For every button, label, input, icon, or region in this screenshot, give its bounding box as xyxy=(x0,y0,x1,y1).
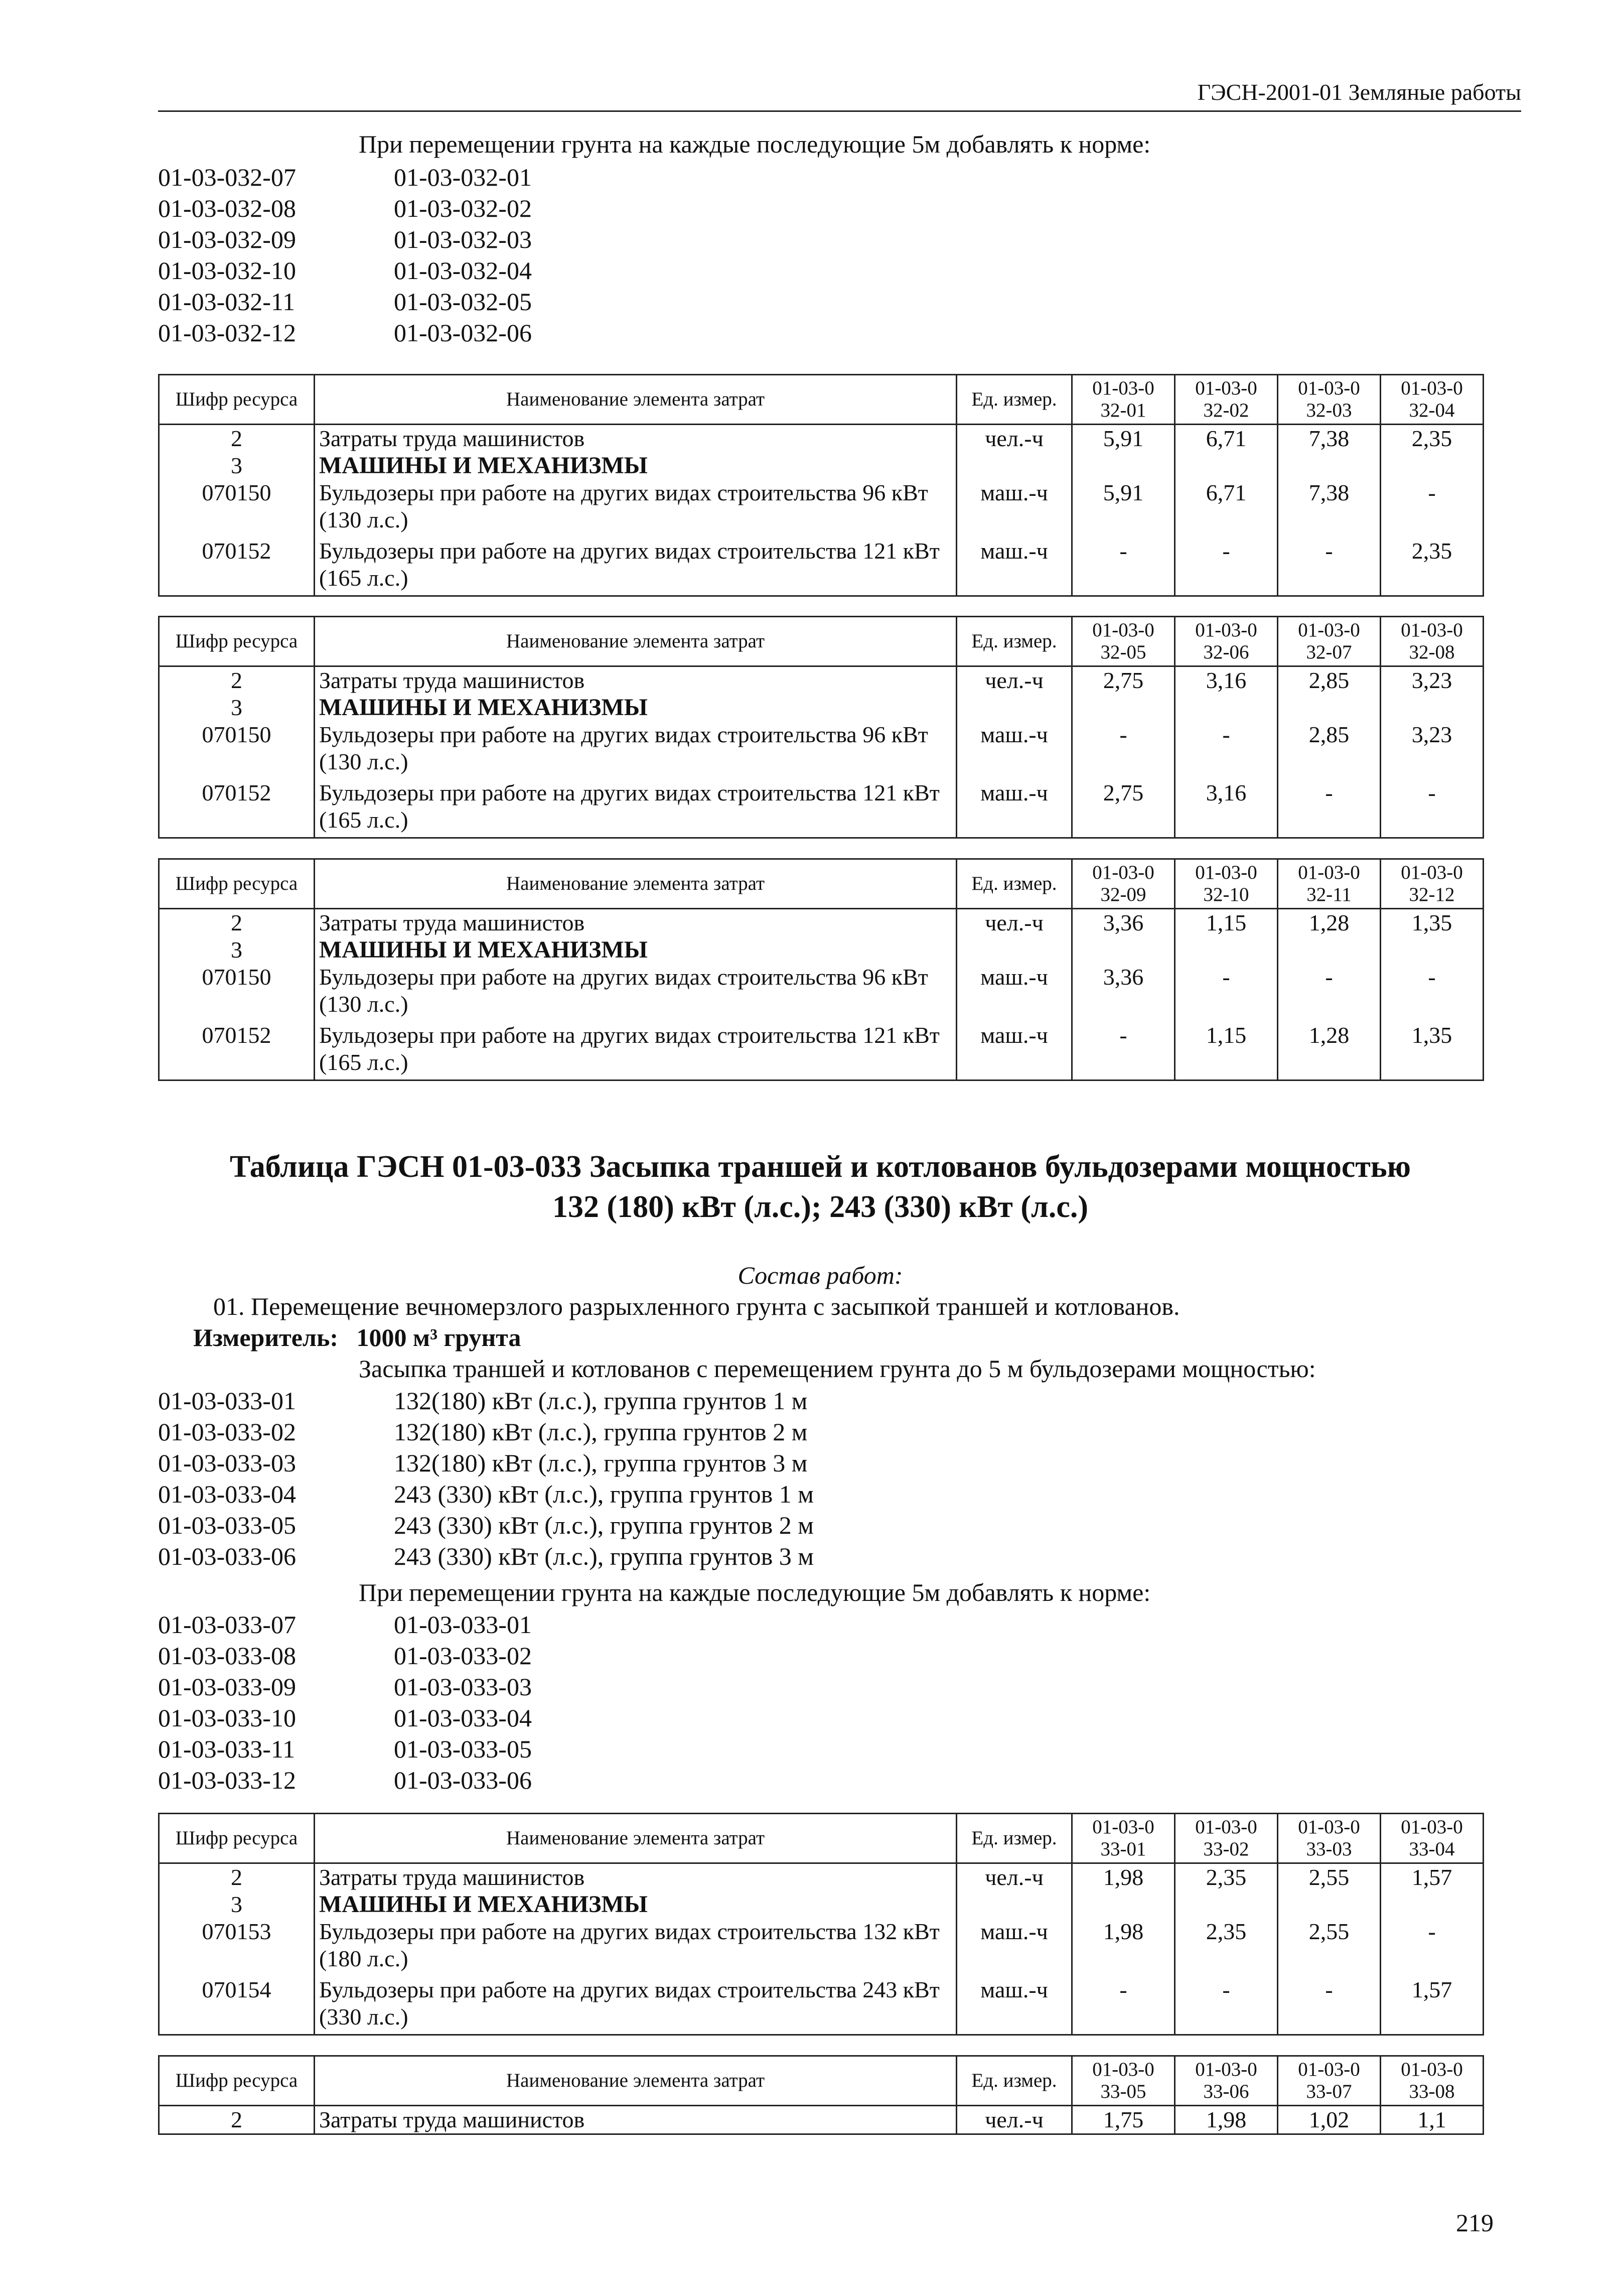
addition-row xyxy=(158,317,532,348)
resource-name: Затраты труда машинистов xyxy=(315,425,957,453)
norm-description: 132(180) кВт (л.с.), группа грунтов 2 м xyxy=(394,1418,808,1446)
norm-value xyxy=(1278,694,1381,721)
norm-code: 01-03-033-04 xyxy=(158,1480,296,1508)
table-row xyxy=(159,779,1484,838)
unit: маш.-ч xyxy=(957,964,1072,1022)
header-norm-code: 01-03-033-02 xyxy=(1175,1814,1278,1863)
resource-name: Затраты труда машинистов xyxy=(315,909,957,937)
header-norm-code: 01-03-033-03 xyxy=(1278,1814,1381,1863)
backfill-intro: Засыпка траншей и котлованов с перемещением грунта до 5 м бульдозерами мощностью: xyxy=(359,1355,1316,1383)
resource-name: Бульдозеры при работе на других видах строительства 121 кВт (165 л.с.) xyxy=(315,1022,957,1080)
resource-table-4 xyxy=(158,1813,1484,2036)
work-composition-title: Состав работ: xyxy=(738,1261,903,1289)
norm-code: 01-03-032-12 xyxy=(158,319,296,347)
resource-code: 2 xyxy=(159,2106,315,2134)
resource-name: МАШИНЫ И МЕХАНИЗМЫ xyxy=(315,694,957,721)
resource-name: Бульдозеры при работе на других видах строительства 96 кВт (130 л.с.) xyxy=(315,721,957,779)
addition-row xyxy=(158,1733,532,1765)
header-norm-code: 01-03-032-07 xyxy=(1278,617,1381,666)
resource-name: Бульдозеры при работе на других видах строительства 121 кВт (165 л.с.) xyxy=(315,537,957,596)
unit: маш.-ч xyxy=(957,1976,1072,2035)
norm-description: 01-03-032-01 xyxy=(394,163,532,191)
norm-value: 5,91 xyxy=(1072,425,1175,453)
table-row xyxy=(159,425,1484,453)
running-header xyxy=(158,75,1521,112)
table-row xyxy=(159,2106,1484,2134)
resource-table-3 xyxy=(158,858,1484,1081)
norm-value: - xyxy=(1278,779,1381,838)
norm-description: 01-03-033-02 xyxy=(394,1642,532,1670)
norm-value: 1,98 xyxy=(1175,2106,1278,2134)
resource-code: 3 xyxy=(159,452,315,479)
norm-value: 1,35 xyxy=(1381,1022,1484,1080)
resource-table-2 xyxy=(158,616,1484,839)
header-norm-code: 01-03-033-01 xyxy=(1072,1814,1175,1863)
header-norm-code: 01-03-032-03 xyxy=(1278,375,1381,425)
norm-value xyxy=(1278,936,1381,964)
table-row xyxy=(159,1976,1484,2035)
resource-table-1 xyxy=(158,374,1484,597)
resource-name: Затраты труда машинистов xyxy=(315,1863,957,1892)
addition-row xyxy=(158,193,532,224)
norm-value: 1,57 xyxy=(1381,1863,1484,1892)
header-norm-code: 01-03-032-04 xyxy=(1381,375,1484,425)
norm-value xyxy=(1072,936,1175,964)
resource-code: 3 xyxy=(159,1891,315,1918)
norm-value: 1,15 xyxy=(1175,909,1278,937)
section-title-line1: Таблица ГЭСН 01-03-033 Засыпка траншей и котлованов бульдозерами мощностью xyxy=(229,1150,1411,1184)
header-unit: Ед. измер. xyxy=(957,375,1072,425)
addition-codes-1 xyxy=(158,162,532,348)
unit: маш.-ч xyxy=(957,779,1072,838)
norm-code: 01-03-033-01 xyxy=(158,1387,296,1415)
header-name: Наименование элемента затрат xyxy=(315,375,957,425)
norm-value: 5,91 xyxy=(1072,479,1175,537)
unit: чел.-ч xyxy=(957,2106,1072,2134)
header-name: Наименование элемента затрат xyxy=(315,859,957,909)
addition-row xyxy=(158,286,532,317)
norm-code: 01-03-032-10 xyxy=(158,256,296,285)
norm-value xyxy=(1072,1891,1175,1918)
header-row xyxy=(159,2056,1484,2106)
norm-value xyxy=(1175,694,1278,721)
resource-name: Бульдозеры при работе на других видах строительства 132 кВт (180 л.с.) xyxy=(315,1918,957,1976)
norm-value xyxy=(1381,452,1484,479)
norm-value: 3,36 xyxy=(1072,964,1175,1022)
norm-code: 01-03-032-08 xyxy=(158,194,296,222)
norm-value: - xyxy=(1175,964,1278,1022)
norm-code: 01-03-033-03 xyxy=(158,1449,296,1477)
norm-value: - xyxy=(1175,537,1278,596)
norm-value: 2,35 xyxy=(1175,1863,1278,1892)
work-item: 01. Перемещение вечномерзлого разрыхленного грунта с засыпкой траншей и котлованов. xyxy=(213,1292,1180,1320)
resource-code: 070152 xyxy=(159,537,315,596)
resource-code: 070152 xyxy=(159,779,315,838)
norm-value: 3,16 xyxy=(1175,666,1278,695)
norm-code: 01-03-032-09 xyxy=(158,225,296,253)
header-row xyxy=(159,375,1484,425)
norm-code: 01-03-032-07 xyxy=(158,163,296,191)
norm-value: 2,75 xyxy=(1072,666,1175,695)
addition-row xyxy=(158,1640,532,1671)
table-row xyxy=(159,964,1484,1022)
resource-code: 2 xyxy=(159,666,315,695)
unit: маш.-ч xyxy=(957,479,1072,537)
norm-value: 1,28 xyxy=(1278,1022,1381,1080)
norm-value: 1,98 xyxy=(1072,1918,1175,1976)
addition-note-2: При перемещении грунта на каждые последующие 5м добавлять к норме: xyxy=(359,1578,1151,1606)
norm-code: 01-03-033-11 xyxy=(158,1735,296,1763)
header-norm-code: 01-03-032-05 xyxy=(1072,617,1175,666)
resource-code: 2 xyxy=(159,909,315,937)
resource-name: МАШИНЫ И МЕХАНИЗМЫ xyxy=(315,452,957,479)
header-norm-code: 01-03-032-01 xyxy=(1072,375,1175,425)
group-row xyxy=(159,452,1484,479)
norm-value: - xyxy=(1381,1918,1484,1976)
norm-description: 01-03-032-04 xyxy=(394,256,532,285)
header-norm-code: 01-03-033-05 xyxy=(1072,2056,1175,2106)
norm-code: 01-03-033-07 xyxy=(158,1610,296,1639)
norm-description: 243 (330) кВт (л.с.), группа грунтов 2 м xyxy=(394,1511,814,1539)
section-title xyxy=(158,1147,1483,1227)
norm-value: 2,75 xyxy=(1072,779,1175,838)
norm-value: - xyxy=(1072,537,1175,596)
norm-value: - xyxy=(1175,1976,1278,2035)
norm-value: 2,55 xyxy=(1278,1863,1381,1892)
unit: чел.-ч xyxy=(957,909,1072,937)
resource-code: 070150 xyxy=(159,721,315,779)
meter-value: 1000 м³ грунта xyxy=(356,1323,521,1352)
norm-description: 01-03-033-01 xyxy=(394,1610,532,1639)
norm-code: 01-03-033-06 xyxy=(158,1542,296,1570)
norm-code: 01-03-033-10 xyxy=(158,1704,296,1732)
header-code: Шифр ресурса xyxy=(159,859,315,909)
header-norm-code: 01-03-032-08 xyxy=(1381,617,1484,666)
addition-row xyxy=(158,1609,532,1640)
norm-description: 132(180) кВт (л.с.), группа грунтов 1 м xyxy=(394,1387,808,1415)
table-row xyxy=(159,909,1484,937)
resource-name: МАШИНЫ И МЕХАНИЗМЫ xyxy=(315,936,957,964)
header-norm-code: 01-03-033-04 xyxy=(1381,1814,1484,1863)
norm-value xyxy=(1381,1891,1484,1918)
norm-value: 6,71 xyxy=(1175,479,1278,537)
norm-value xyxy=(1278,1891,1381,1918)
resource-code: 070152 xyxy=(159,1022,315,1080)
header-name: Наименование элемента затрат xyxy=(315,2056,957,2106)
header-norm-code: 01-03-032-11 xyxy=(1278,859,1381,909)
unit xyxy=(957,1891,1072,1918)
unit: маш.-ч xyxy=(957,721,1072,779)
table-row xyxy=(159,666,1484,695)
norm-code: 01-03-033-12 xyxy=(158,1766,296,1794)
norm-value xyxy=(1278,452,1381,479)
resource-code: 070150 xyxy=(159,479,315,537)
addition-row xyxy=(158,1702,532,1733)
norm-value xyxy=(1175,936,1278,964)
norm-code: 01-03-033-08 xyxy=(158,1642,296,1670)
table-row xyxy=(159,1022,1484,1080)
resource-name: Затраты труда машинистов xyxy=(315,666,957,695)
header-norm-code: 01-03-032-09 xyxy=(1072,859,1175,909)
norm-value: 1,75 xyxy=(1072,2106,1175,2134)
resource-code: 070150 xyxy=(159,964,315,1022)
header-row xyxy=(159,617,1484,666)
addition-note-1: При перемещении грунта на каждые последующие 5м добавлять к норме: xyxy=(359,130,1151,158)
unit: чел.-ч xyxy=(957,1863,1072,1892)
norm-item xyxy=(158,1385,814,1416)
header-unit: Ед. измер. xyxy=(957,2056,1072,2106)
norm-value: - xyxy=(1381,779,1484,838)
header-norm-code: 01-03-032-06 xyxy=(1175,617,1278,666)
resource-name: МАШИНЫ И МЕХАНИЗМЫ xyxy=(315,1891,957,1918)
norm-item xyxy=(158,1541,814,1572)
unit xyxy=(957,452,1072,479)
header-row xyxy=(159,859,1484,909)
norm-value: - xyxy=(1381,964,1484,1022)
norm-value: 7,38 xyxy=(1278,425,1381,453)
unit: чел.-ч xyxy=(957,425,1072,453)
norm-value: 3,36 xyxy=(1072,909,1175,937)
norm-code: 01-03-032-11 xyxy=(158,288,296,316)
header-norm-code: 01-03-032-10 xyxy=(1175,859,1278,909)
norm-description: 01-03-033-04 xyxy=(394,1704,532,1732)
norm-value xyxy=(1175,452,1278,479)
norm-description: 243 (330) кВт (л.с.), группа грунтов 1 м xyxy=(394,1480,814,1508)
header-code: Шифр ресурса xyxy=(159,2056,315,2106)
norm-value: 2,85 xyxy=(1278,721,1381,779)
norm-value: - xyxy=(1278,1976,1381,2035)
resource-name: Бульдозеры при работе на других видах строительства 96 кВт (130 л.с.) xyxy=(315,964,957,1022)
unit: чел.-ч xyxy=(957,666,1072,695)
norm-item xyxy=(158,1510,814,1541)
norm-value: 2,35 xyxy=(1381,425,1484,453)
norm-value xyxy=(1072,452,1175,479)
header-code: Шифр ресурса xyxy=(159,1814,315,1863)
norm-value: 6,71 xyxy=(1175,425,1278,453)
group-row xyxy=(159,694,1484,721)
norm-value: - xyxy=(1072,1022,1175,1080)
norm-value xyxy=(1381,936,1484,964)
header-row xyxy=(159,1814,1484,1863)
norm-value: 1,02 xyxy=(1278,2106,1381,2134)
norm-value: 3,23 xyxy=(1381,666,1484,695)
header-norm-code: 01-03-032-12 xyxy=(1381,859,1484,909)
resource-code: 070154 xyxy=(159,1976,315,2035)
table-row xyxy=(159,1918,1484,1976)
norm-description: 01-03-033-05 xyxy=(394,1735,532,1763)
resource-name: Бульдозеры при работе на других видах строительства 96 кВт (130 л.с.) xyxy=(315,479,957,537)
resource-name: Затраты труда машинистов xyxy=(315,2106,957,2134)
header-code: Шифр ресурса xyxy=(159,375,315,425)
unit xyxy=(957,936,1072,964)
header-norm-code: 01-03-033-06 xyxy=(1175,2056,1278,2106)
group-row xyxy=(159,936,1484,964)
meter xyxy=(193,1325,521,1350)
norm-value: 2,55 xyxy=(1278,1918,1381,1976)
norm-value: 2,35 xyxy=(1381,537,1484,596)
norm-value: 1,35 xyxy=(1381,909,1484,937)
norm-value xyxy=(1072,694,1175,721)
addition-row xyxy=(158,1671,532,1702)
norm-value xyxy=(1381,694,1484,721)
norm-description: 01-03-033-03 xyxy=(394,1673,532,1701)
resource-code: 3 xyxy=(159,694,315,721)
norm-description: 01-03-032-02 xyxy=(394,194,532,222)
norm-items xyxy=(158,1385,814,1572)
norm-code: 01-03-033-09 xyxy=(158,1673,296,1701)
norm-item xyxy=(158,1416,814,1447)
table-row xyxy=(159,537,1484,596)
resource-name: Бульдозеры при работе на других видах строительства 243 кВт (330 л.с.) xyxy=(315,1976,957,2035)
resource-code: 2 xyxy=(159,425,315,453)
norm-code: 01-03-033-02 xyxy=(158,1418,296,1446)
norm-description: 01-03-033-06 xyxy=(394,1766,532,1794)
resource-name: Бульдозеры при работе на других видах строительства 121 кВт (165 л.с.) xyxy=(315,779,957,838)
norm-value: 1,28 xyxy=(1278,909,1381,937)
norm-value: - xyxy=(1381,479,1484,537)
header-unit: Ед. измер. xyxy=(957,617,1072,666)
meter-label: Измеритель: xyxy=(193,1323,339,1352)
section-title-line2: 132 (180) кВт (л.с.); 243 (330) кВт (л.с.) xyxy=(552,1190,1088,1224)
unit: маш.-ч xyxy=(957,537,1072,596)
unit: маш.-ч xyxy=(957,1918,1072,1976)
norm-value xyxy=(1175,1891,1278,1918)
norm-value: - xyxy=(1072,1976,1175,2035)
addition-row xyxy=(158,1765,532,1796)
norm-item xyxy=(158,1447,814,1478)
addition-codes-2 xyxy=(158,1609,532,1796)
norm-value: 1,15 xyxy=(1175,1022,1278,1080)
norm-value: 3,16 xyxy=(1175,779,1278,838)
group-row xyxy=(159,1891,1484,1918)
resource-code: 3 xyxy=(159,936,315,964)
unit: маш.-ч xyxy=(957,1022,1072,1080)
norm-value: - xyxy=(1072,721,1175,779)
norm-description: 01-03-032-06 xyxy=(394,319,532,347)
table-row xyxy=(159,1863,1484,1892)
norm-value: 2,35 xyxy=(1175,1918,1278,1976)
table-row xyxy=(159,479,1484,537)
resource-code: 2 xyxy=(159,1863,315,1892)
header-title: ГЭСН-2001-01 Земляные работы xyxy=(1197,79,1521,105)
addition-row xyxy=(158,224,532,255)
unit xyxy=(957,694,1072,721)
norm-value: 7,38 xyxy=(1278,479,1381,537)
norm-description: 01-03-032-03 xyxy=(394,225,532,253)
norm-value: 1,1 xyxy=(1381,2106,1484,2134)
norm-value: - xyxy=(1278,964,1381,1022)
norm-code: 01-03-033-05 xyxy=(158,1511,296,1539)
norm-description: 01-03-032-05 xyxy=(394,288,532,316)
norm-description: 132(180) кВт (л.с.), группа грунтов 3 м xyxy=(394,1449,808,1477)
header-norm-code: 01-03-033-07 xyxy=(1278,2056,1381,2106)
resource-table-5 xyxy=(158,2055,1484,2135)
header-name: Наименование элемента затрат xyxy=(315,617,957,666)
header-unit: Ед. измер. xyxy=(957,1814,1072,1863)
table-row xyxy=(159,721,1484,779)
page-number: 219 xyxy=(1456,2209,1494,2237)
resource-code: 070153 xyxy=(159,1918,315,1976)
norm-value: - xyxy=(1278,537,1381,596)
norm-value: 2,85 xyxy=(1278,666,1381,695)
header-name: Наименование элемента затрат xyxy=(315,1814,957,1863)
header-code: Шифр ресурса xyxy=(159,617,315,666)
addition-row xyxy=(158,162,532,193)
addition-row xyxy=(158,255,532,286)
norm-value: 1,57 xyxy=(1381,1976,1484,2035)
norm-item xyxy=(158,1478,814,1510)
header-norm-code: 01-03-033-08 xyxy=(1381,2056,1484,2106)
header-norm-code: 01-03-032-02 xyxy=(1175,375,1278,425)
norm-value: - xyxy=(1175,721,1278,779)
norm-value: 3,23 xyxy=(1381,721,1484,779)
norm-description: 243 (330) кВт (л.с.), группа грунтов 3 м xyxy=(394,1542,814,1570)
header-unit: Ед. измер. xyxy=(957,859,1072,909)
norm-value: 1,98 xyxy=(1072,1863,1175,1892)
